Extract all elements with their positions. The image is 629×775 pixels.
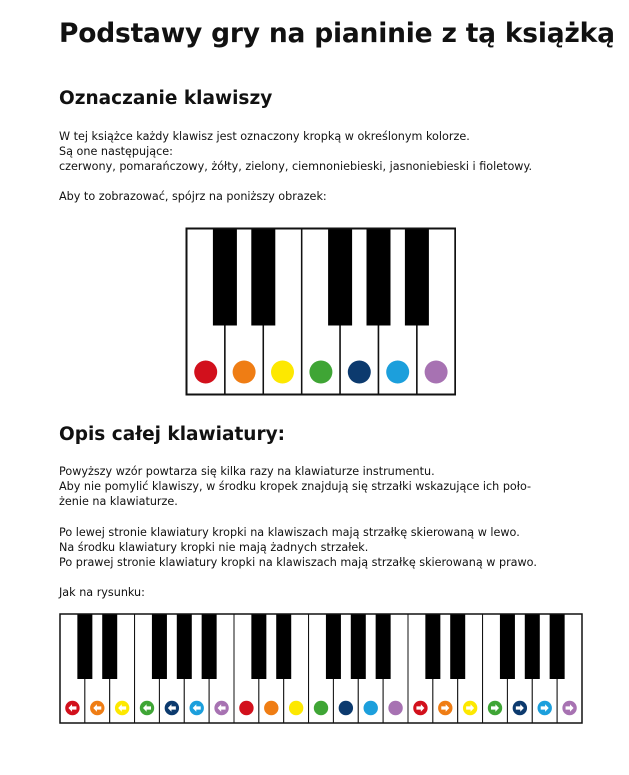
section-heading-key-marking: Oznaczanie klawiszy — [59, 88, 273, 109]
section-heading-keyboard-description: Opis całej klawiatury: — [59, 424, 286, 445]
darkblue-dot — [339, 701, 353, 715]
paragraph-line: Po lewej stronie klawiatury kropki na klawiszach mają strzałkę skierowaną w lewo. — [59, 526, 520, 539]
black-key — [525, 614, 540, 679]
black-key — [102, 614, 117, 679]
darkblue-dot — [348, 361, 371, 384]
black-key — [202, 614, 217, 679]
page-title: Podstawy gry na pianinie z tą książką — [59, 18, 615, 49]
black-key — [326, 614, 341, 679]
green-dot — [314, 701, 328, 715]
black-key — [550, 614, 565, 679]
lightblue-dot — [386, 361, 409, 384]
paragraph-line: Na środku klawiatury kropki nie mają żadnych strzałek. — [59, 541, 369, 554]
black-key — [351, 614, 366, 679]
paragraph-line: Po prawej stronie klawiatury kropki na klawiszach mają strzałkę skierowaną w prawo. — [59, 556, 537, 569]
orange-dot — [264, 701, 278, 715]
paragraph-line: żenie na klawiaturze. — [59, 495, 178, 508]
black-key — [251, 229, 275, 326]
color-list-line: czerwony, pomarańczowy, żółty, zielony, ciemnoniebieski, jasnoniebieski i fioletowy. — [59, 160, 533, 173]
red-dot — [239, 701, 253, 715]
yellow-dot — [289, 701, 303, 715]
black-key — [450, 614, 465, 679]
black-key — [367, 229, 391, 326]
violet-dot — [425, 361, 448, 384]
paragraph-line: Aby nie pomylić klawiszy, w środku kropek znajdują się strzałki wskazujące ich poło- — [59, 480, 532, 493]
full-keyboard-diagram — [59, 613, 584, 725]
paragraph-line: Powyższy wzór powtarza się kilka razy na klawiaturze instrumentu. — [59, 465, 435, 478]
black-key — [328, 229, 352, 326]
black-key — [251, 614, 266, 679]
orange-dot — [233, 361, 256, 384]
black-key — [376, 614, 391, 679]
paragraph-line: Są one następujące: — [59, 145, 173, 158]
lightblue-dot — [364, 701, 378, 715]
green-dot — [309, 361, 332, 384]
black-key — [177, 614, 192, 679]
black-key — [213, 229, 237, 326]
red-dot — [194, 361, 217, 384]
black-key — [500, 614, 515, 679]
black-key — [77, 614, 92, 679]
paragraph-line: Jak na rysunku: — [59, 586, 145, 599]
yellow-dot — [271, 361, 294, 384]
paragraph-line: W tej książce każdy klawisz jest oznaczony kropką w określonym kolorze. — [59, 130, 470, 143]
black-key — [152, 614, 167, 679]
black-key — [405, 229, 429, 326]
black-key — [276, 614, 291, 679]
black-key — [425, 614, 440, 679]
violet-dot — [388, 701, 402, 715]
piano-octave-diagram — [185, 227, 456, 397]
paragraph-line: Aby to zobrazować, spójrz na poniższy obrazek: — [59, 190, 327, 203]
